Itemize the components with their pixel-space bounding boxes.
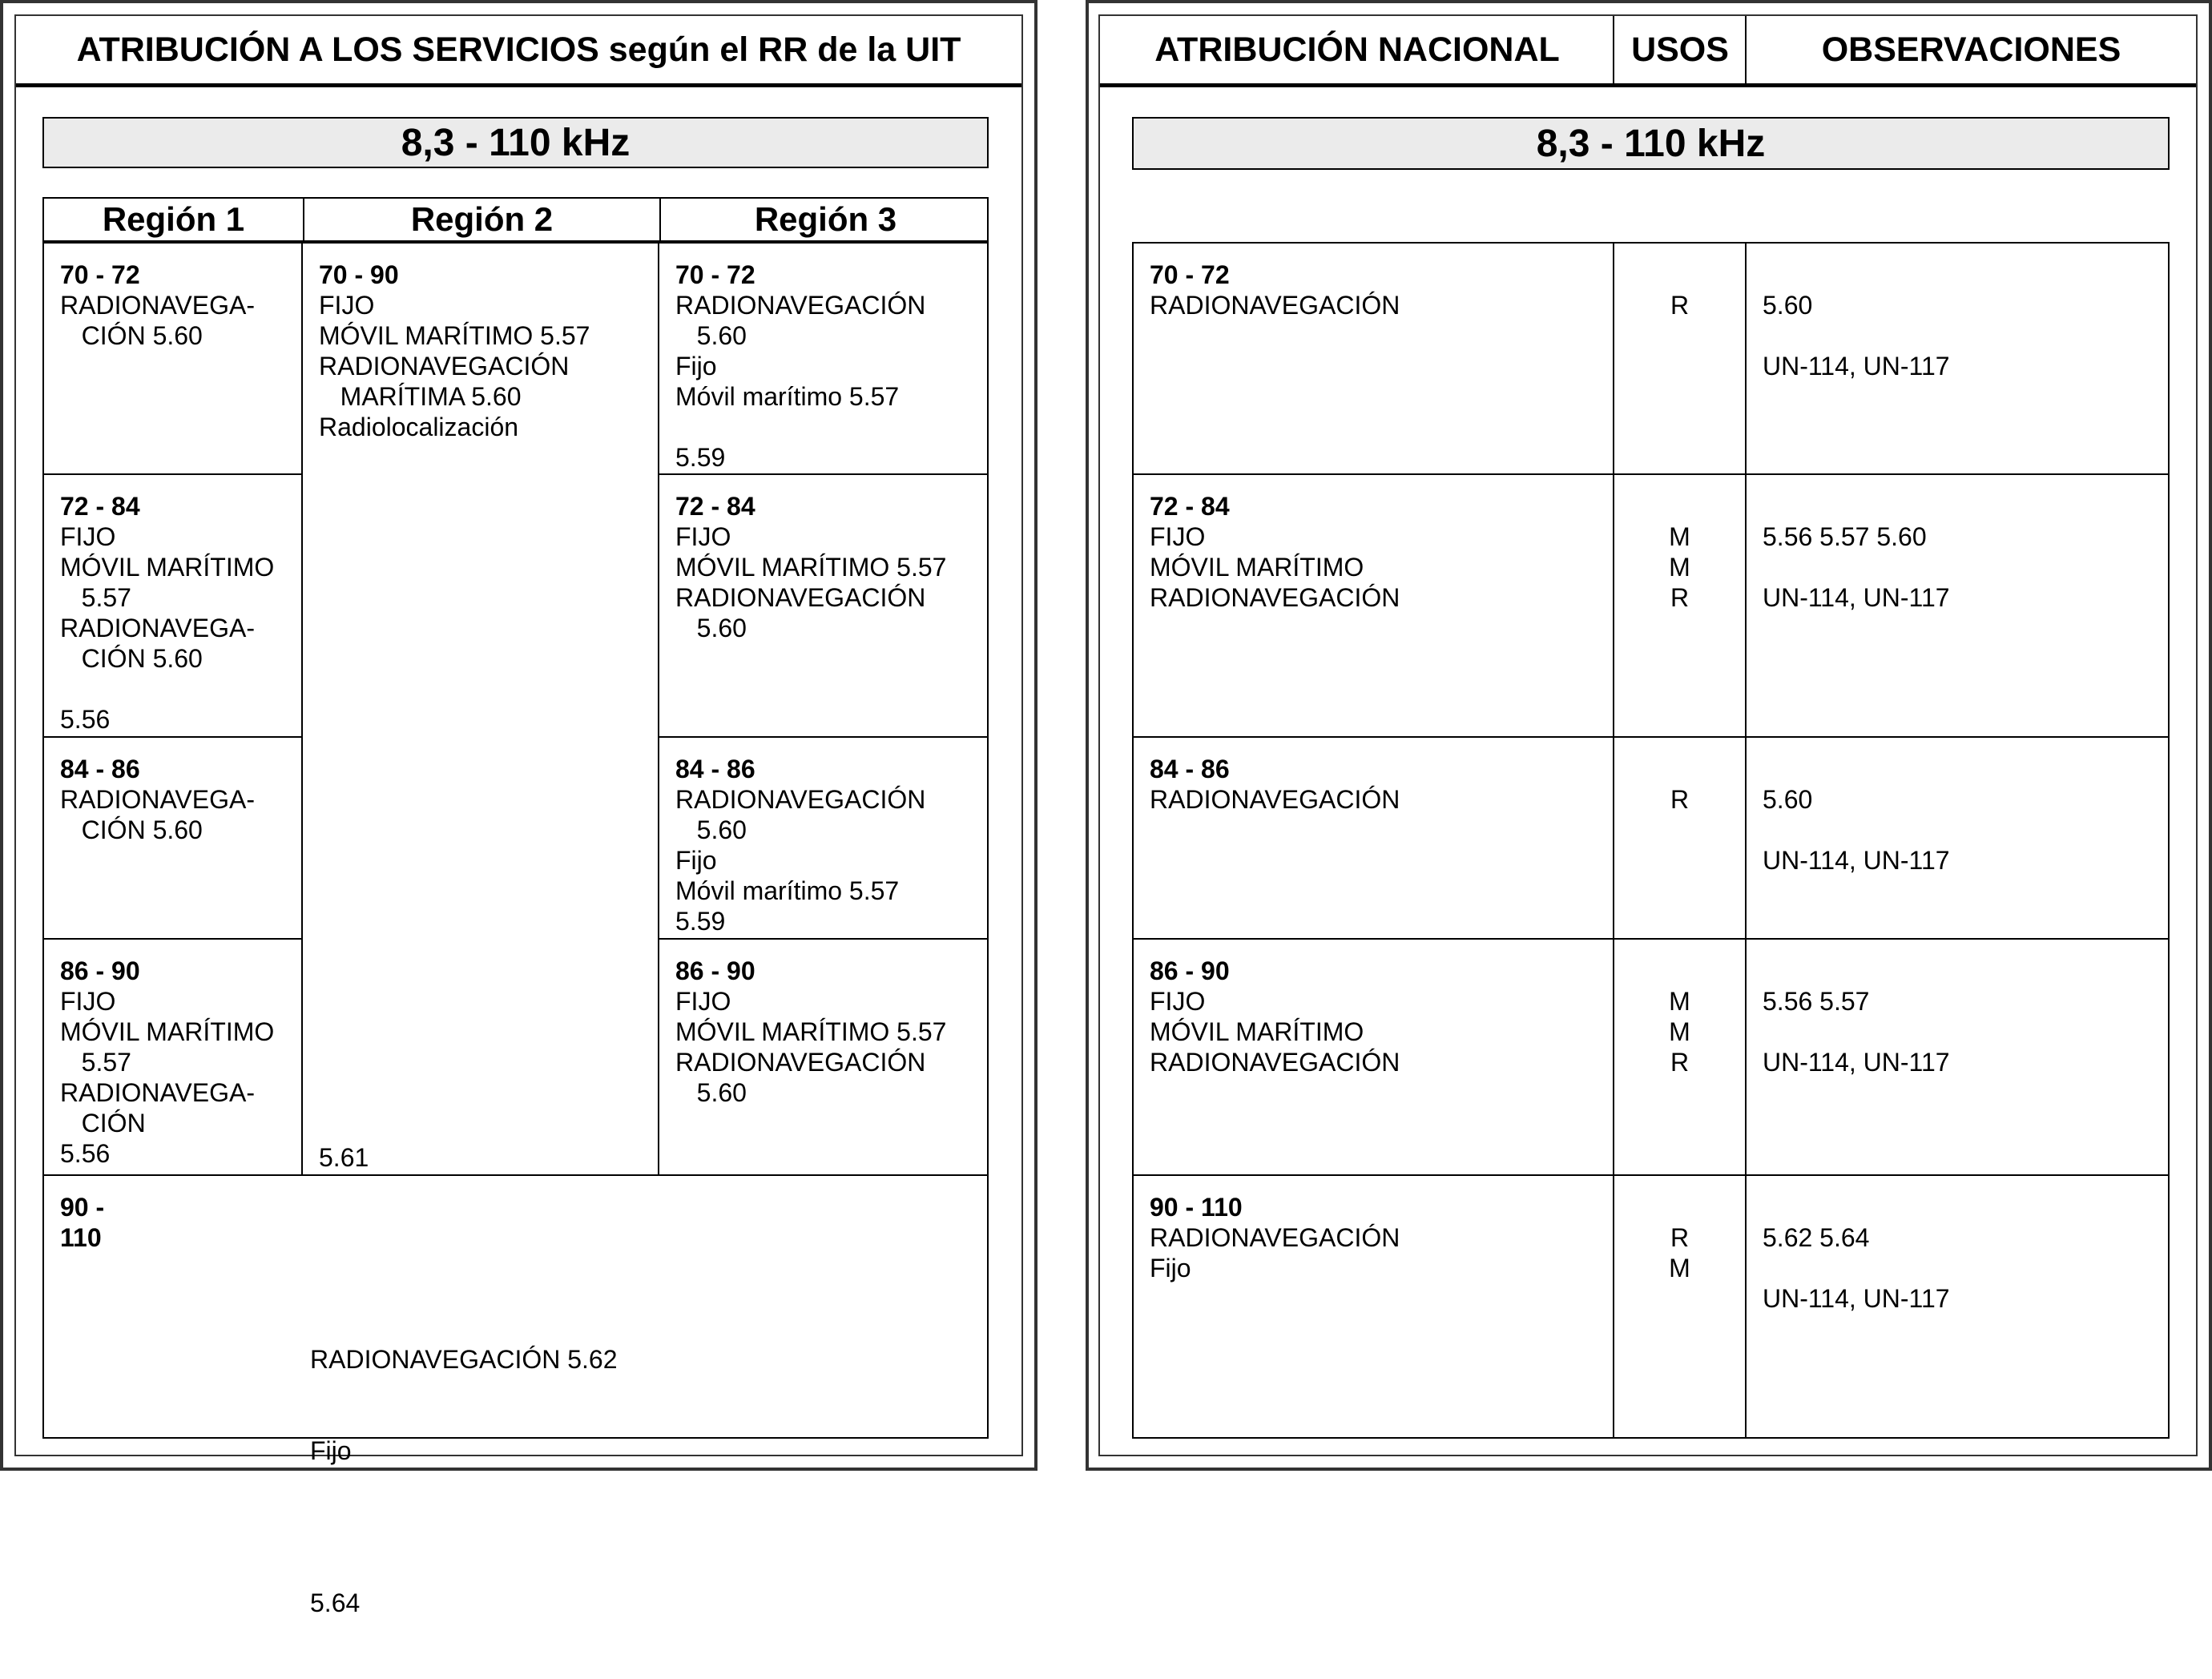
title-divider [16, 83, 1021, 87]
national-alloc-72-84 [1132, 473, 1614, 738]
service-line: RADIONAVEGACIÓN 5.62 [310, 1345, 618, 1374]
obs-line: UN-114, UN-117 [1763, 1284, 1950, 1313]
obs-line [1763, 754, 2168, 784]
national-alloc-86-90 [1132, 938, 1614, 1176]
service-line: MÓVIL MARÍTIMO [60, 553, 275, 582]
region-header-row [42, 197, 989, 242]
freq-label: 90 - [60, 1193, 105, 1222]
service-line: RADIONAVEGACIÓN [675, 583, 926, 612]
national-allocation-header: ATRIBUCIÓN NACIONAL [1154, 30, 1560, 69]
obs-line: 5.56 5.57 [1763, 987, 1870, 1016]
service-line: RADIONAVEGACIÓN [675, 291, 926, 320]
service-line: MARÍTIMA 5.60 [319, 382, 522, 411]
region2-cell-70-90 [301, 242, 659, 1176]
usos-line [1614, 1192, 1745, 1222]
footnote: 5.64 [310, 1588, 361, 1617]
freq-label: 70 - 90 [319, 260, 399, 289]
footnote: 5.59 [675, 443, 726, 472]
usos-line: R [1670, 583, 1690, 612]
freq-label: 110 [60, 1223, 102, 1252]
service-line: RADIONAVEGACIÓN [1150, 291, 1400, 320]
freq-label: 72 - 84 [675, 492, 755, 521]
obs-line [1763, 956, 2168, 986]
freq-label: 90 - 110 [1150, 1193, 1243, 1222]
obs-line: UN-114, UN-117 [1763, 846, 1950, 875]
region3-cell-84-86 [658, 736, 989, 940]
usos-line [1614, 260, 1745, 290]
freq-label: 86 - 90 [60, 956, 140, 985]
service-line: Móvil marítimo 5.57 [675, 876, 900, 905]
national-usos-90-110 [1613, 1174, 1747, 1439]
obs-line [1763, 815, 2168, 845]
footnote: 5.61 [319, 1143, 369, 1172]
service-line: RADIONAVEGA- [60, 785, 255, 814]
national-obs-84-86 [1745, 736, 2170, 940]
national-usos-72-84 [1613, 473, 1747, 738]
obs-line [1763, 552, 2168, 582]
obs-line [1763, 1253, 2168, 1283]
obs-line [1763, 1192, 2168, 1222]
service-line: FIJO [1150, 522, 1206, 551]
region3-cell-86-90 [658, 938, 989, 1176]
service-line: RADIONAVEGACIÓN [1150, 1223, 1400, 1252]
service-line: 5.60 [675, 614, 747, 642]
service-line: RADIONAVEGA- [60, 614, 255, 642]
service-line: MÓVIL MARÍTIMO 5.57 [675, 1017, 947, 1046]
freq-label: 72 - 84 [1150, 492, 1230, 521]
service-line: 5.60 [675, 1078, 747, 1107]
national-usos-86-90 [1613, 938, 1747, 1176]
usos-header: USOS [1631, 30, 1729, 69]
service-line: CIÓN 5.60 [60, 321, 203, 350]
service-line [675, 412, 987, 442]
obs-line: 5.62 5.64 [1763, 1223, 1870, 1252]
obs-line: 5.60 [1763, 785, 1813, 814]
service-line: Radiolocalización [319, 413, 519, 441]
service-line: FIJO [675, 522, 731, 551]
obs-line [1763, 1017, 2168, 1047]
service-line: RADIONAVEGACIÓN [675, 1048, 926, 1077]
national-usos-84-86 [1613, 736, 1747, 940]
usos-line [1614, 754, 1745, 784]
all-regions-cell-90-110 [42, 1174, 989, 1617]
region3-cell-70-72 [658, 242, 989, 475]
usos-line: M [1669, 1017, 1690, 1046]
usos-line: M [1669, 1254, 1690, 1282]
region1-cell-72-84 [42, 473, 303, 738]
freq-label: 72 - 84 [60, 492, 140, 521]
usos-line [1614, 956, 1745, 986]
national-obs-90-110 [1745, 1174, 2170, 1439]
obs-line: 5.56 5.57 5.60 [1763, 522, 1927, 551]
service-line: FIJO [60, 987, 116, 1016]
service-line: RADIONAVEGACIÓN [1150, 1048, 1400, 1077]
service-line: MÓVIL MARÍTIMO [60, 1017, 275, 1046]
service-line: CIÓN [60, 1109, 146, 1137]
freq-label: 86 - 90 [675, 956, 755, 985]
footnote: 5.59 [675, 907, 726, 936]
freq-label: 84 - 86 [60, 755, 140, 783]
obs-line: UN-114, UN-117 [1763, 583, 1950, 612]
service-line: FIJO [60, 522, 116, 551]
usos-line: R [1670, 1048, 1690, 1077]
region-2-header: Región 2 [303, 199, 659, 240]
region-3-header: Región 3 [659, 199, 990, 240]
national-alloc-90-110 [1132, 1174, 1614, 1439]
service-line: Fijo [1150, 1254, 1191, 1282]
observaciones-header: OBSERVACIONES [1821, 30, 2121, 69]
service-line: FIJO [1150, 987, 1206, 1016]
usos-line: M [1669, 553, 1690, 582]
national-alloc-84-86 [1132, 736, 1614, 940]
itu-band-header: 8,3 - 110 kHz [42, 117, 989, 168]
obs-line [1763, 320, 2168, 351]
service-line: 5.60 [675, 321, 747, 350]
obs-line: 5.60 [1763, 291, 1813, 320]
service-line: Fijo [675, 352, 717, 380]
service-line: MÓVIL MARÍTIMO 5.57 [319, 321, 590, 350]
usos-line: R [1670, 785, 1690, 814]
national-usos-70-72 [1613, 242, 1747, 475]
service-line: FIJO [319, 291, 375, 320]
service-line: MÓVIL MARÍTIMO [1150, 553, 1364, 582]
service-line: RADIONAVEGACIÓN [1150, 583, 1400, 612]
service-line: CIÓN 5.60 [60, 644, 203, 673]
service-line: FIJO [675, 987, 731, 1016]
service-line: Fijo [310, 1436, 352, 1465]
service-line: 5.60 [675, 815, 747, 844]
national-obs-70-72 [1745, 242, 2170, 475]
service-line: RADIONAVEGACIÓN [675, 785, 926, 814]
region-1-header: Región 1 [102, 200, 245, 238]
service-line: RADIONAVEGA- [60, 1078, 255, 1107]
obs-line: UN-114, UN-117 [1763, 1048, 1950, 1077]
freq-label: 70 - 72 [675, 260, 755, 289]
service-line: RADIONAVEGA- [60, 291, 255, 320]
footnote: 5.56 [60, 1139, 111, 1168]
obs-line [1763, 260, 2168, 290]
obs-line [1763, 491, 2168, 521]
usos-line [1614, 491, 1745, 521]
usos-line: M [1669, 522, 1690, 551]
region1-cell-86-90 [42, 938, 303, 1176]
national-obs-72-84 [1745, 473, 2170, 738]
service-line: 5.57 [60, 1048, 131, 1077]
obs-line: UN-114, UN-117 [1763, 352, 1950, 380]
usos-line: M [1669, 987, 1690, 1016]
freq-label: 70 - 72 [60, 260, 140, 289]
national-alloc-70-72 [1132, 242, 1614, 475]
national-band-header: 8,3 - 110 kHz [1132, 117, 2170, 170]
region1-cell-70-72 [42, 242, 303, 475]
region1-cell-84-86 [42, 736, 303, 940]
service-line [60, 674, 301, 704]
service-line: CIÓN 5.60 [60, 815, 203, 844]
service-line: MÓVIL MARÍTIMO [1150, 1017, 1364, 1046]
header-underline [1100, 83, 2196, 87]
freq-label: 84 - 86 [1150, 755, 1230, 783]
footnote: 5.56 [60, 705, 111, 734]
service-line: RADIONAVEGACIÓN [1150, 785, 1400, 814]
national-obs-86-90 [1745, 938, 2170, 1176]
service-line: RADIONAVEGACIÓN [319, 352, 570, 380]
service-line: Móvil marítimo 5.57 [675, 382, 900, 411]
service-line: Fijo [675, 846, 717, 875]
freq-label: 70 - 72 [1150, 260, 1230, 289]
service-line: MÓVIL MARÍTIMO 5.57 [675, 553, 947, 582]
service-line: 5.57 [60, 583, 131, 612]
region3-cell-72-84 [658, 473, 989, 738]
itu-allocation-title: ATRIBUCIÓN A LOS SERVICIOS según el RR de la UIT [76, 30, 961, 69]
usos-line: R [1670, 291, 1690, 320]
usos-line: R [1670, 1223, 1690, 1252]
freq-label: 86 - 90 [1150, 956, 1230, 985]
freq-label: 84 - 86 [675, 755, 755, 783]
